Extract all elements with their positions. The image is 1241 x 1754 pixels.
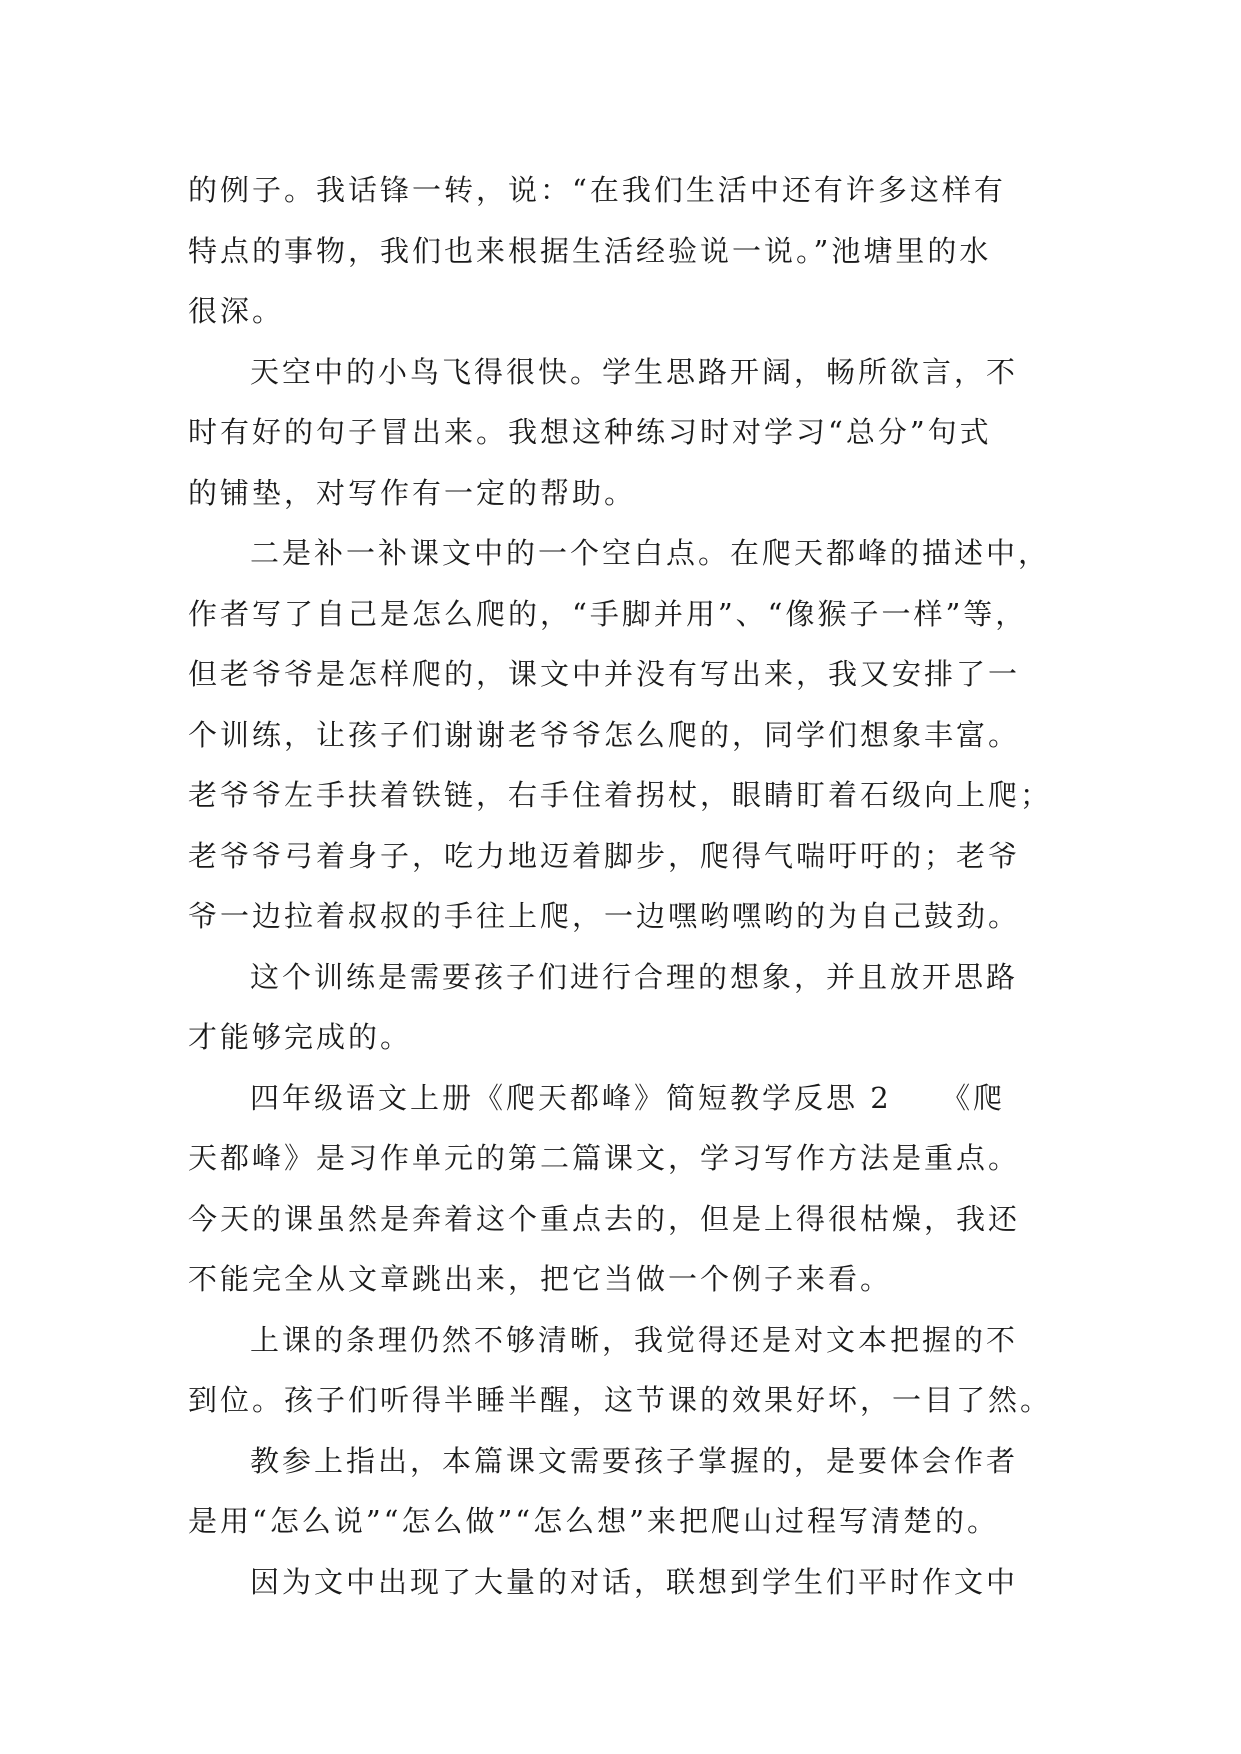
text-line: 到位。孩子们听得半睡半醒，这节课的效果好坏，一目了然。	[188, 1383, 1053, 1417]
text-line: 很深。	[188, 294, 285, 328]
text-line: 天都峰》是习作单元的第二篇课文，学习写作方法是重点。	[188, 1141, 1021, 1175]
text-line: 作者写了自己是怎么爬的，“手脚并用”、“像猴子一样”等，	[188, 596, 1028, 631]
document-body	[188, 160, 1068, 1612]
paragraph-5	[188, 1068, 1068, 1310]
text-line: 天空中的小鸟飞得很快。学生思路开阔，畅所欲言，不	[250, 354, 1019, 389]
text-line: 上课的条理仍然不够清晰，我觉得还是对文本把握的不	[250, 1322, 1019, 1357]
text-line: 老爷爷弓着身子，吃力地迈着脚步，爬得气喘吁吁的；老爷	[188, 838, 1021, 873]
text-line: 教参上指出，本篇课文需要孩子掌握的，是要体会作者	[250, 1443, 1019, 1478]
text-line: 的例子。我话锋一转，说：“在我们生活中还有许多这样有	[188, 173, 1006, 207]
paragraph-7	[188, 1431, 1068, 1552]
text-line: 个训练，让孩子们谢谢老爷爷怎么爬的，同学们想象丰富。	[188, 717, 1021, 752]
text-line: 特点的事物，我们也来根据生活经验说一说。”池塘里的水	[188, 233, 992, 268]
text-line: 时有好的句子冒出来。我想这种练习时对学习“总分”句式	[188, 415, 992, 449]
paragraph-2	[188, 342, 1068, 524]
text-line: 但老爷爷是怎样爬的，课文中并没有写出来，我又安排了一	[188, 657, 1021, 691]
paragraph-1	[188, 160, 1068, 342]
text-line: 老爷爷左手扶着铁链，右手住着拐杖，眼睛盯着石级向上爬；	[188, 778, 1053, 812]
text-line: 的铺垫，对写作有一定的帮助。	[188, 475, 637, 510]
text-line: 不能完全从文章跳出来，把它当做一个例子来看。	[188, 1262, 893, 1296]
text-line: 爷一边拉着叔叔的手往上爬，一边嘿哟嘿哟的为自己鼓劲。	[188, 899, 1021, 933]
text-line: 今天的课虽然是奔着这个重点去的，但是上得很枯燥，我还	[188, 1201, 1021, 1236]
paragraph-8	[188, 1552, 1068, 1613]
text-line: 才能够完成的。	[188, 1020, 413, 1054]
text-line: 是用“怎么说”“怎么做”“怎么想”来把爬山过程写清楚的。	[188, 1504, 999, 1538]
text-line: 四年级语文上册《爬天都峰》简短教学反思 2 《爬	[250, 1080, 1006, 1115]
text-line: 因为文中出现了大量的对话，联想到学生们平时作文中	[250, 1564, 1019, 1599]
paragraph-6	[188, 1310, 1068, 1431]
text-line: 二是补一补课文中的一个空白点。在爬天都峰的描述中，	[250, 536, 1051, 570]
paragraph-3	[188, 523, 1068, 947]
paragraph-4	[188, 947, 1068, 1068]
text-line: 这个训练是需要孩子们进行合理的想象，并且放开思路	[250, 959, 1019, 994]
